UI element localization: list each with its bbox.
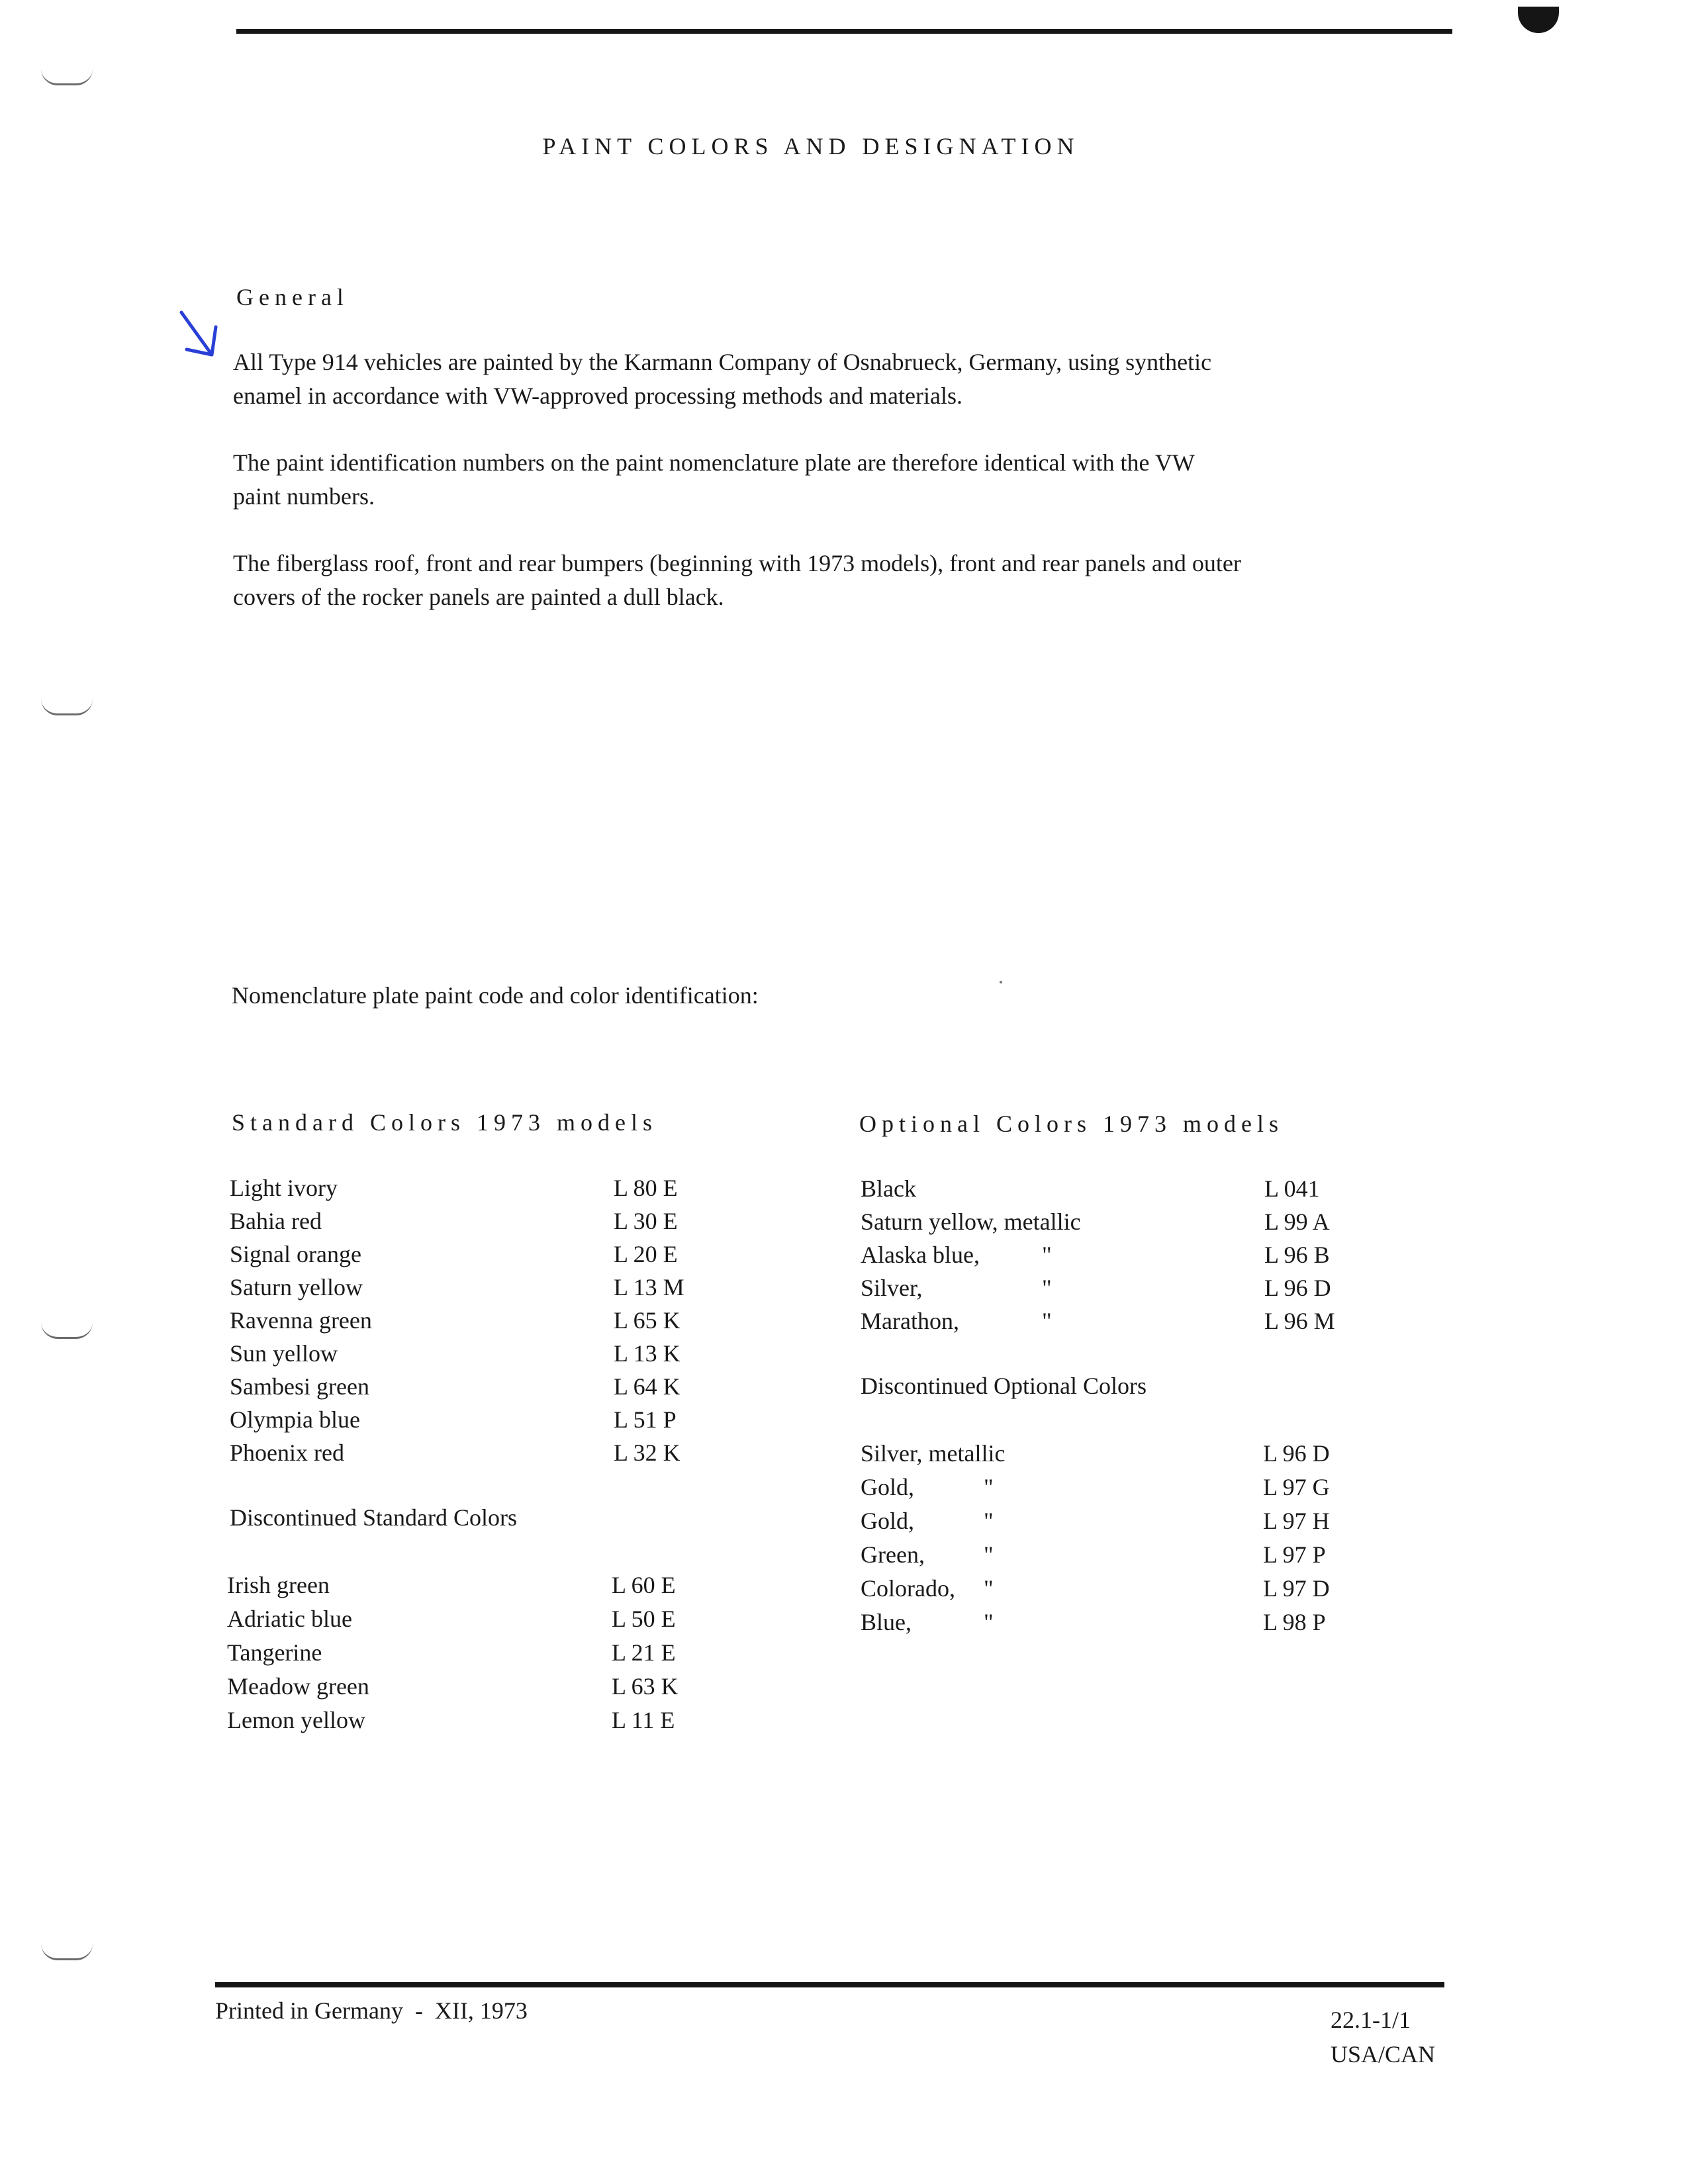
- color-name: Blue,: [861, 1609, 912, 1635]
- text-line: enamel in accordance with VW-approved processing methods and materials.: [233, 383, 962, 409]
- paragraph-paint-numbers: [233, 446, 1444, 514]
- color-name: Irish green: [227, 1572, 330, 1598]
- paint-code: L 11 E: [612, 1707, 675, 1733]
- paint-code: L 99 A: [1264, 1208, 1330, 1235]
- printed-note: Printed in Germany - XII, 1973: [215, 1997, 528, 2024]
- text-line: paint numbers.: [233, 483, 375, 510]
- color-name: Black: [861, 1175, 916, 1202]
- color-name: Saturn yellow: [230, 1274, 363, 1300]
- ditto-mark: ": [1042, 1308, 1052, 1334]
- color-name: Light ivory: [230, 1175, 338, 1201]
- color-name: Tangerine: [227, 1639, 322, 1666]
- paint-code: L 32 K: [614, 1439, 680, 1466]
- binder-mark: [41, 699, 93, 715]
- paint-code: L 65 K: [614, 1307, 680, 1334]
- color-name: Green,: [861, 1541, 925, 1568]
- color-name: Signal orange: [230, 1241, 361, 1267]
- color-name: Adriatic blue: [227, 1606, 352, 1632]
- paint-code: L 96 B: [1264, 1242, 1330, 1268]
- color-name: Silver,: [861, 1275, 923, 1301]
- optional-colors-heading: Optional Colors 1973 models: [859, 1111, 1284, 1137]
- color-name: Marathon,: [861, 1308, 959, 1334]
- paint-code: L 60 E: [612, 1572, 676, 1598]
- paint-code: L 80 E: [614, 1175, 678, 1201]
- color-name: Lemon yellow: [227, 1707, 365, 1733]
- paint-code: L 96 M: [1264, 1308, 1335, 1334]
- ditto-mark: ": [984, 1575, 994, 1602]
- color-name: Gold,: [861, 1508, 914, 1534]
- paragraph-dull-black: [233, 547, 1444, 614]
- paint-code: L 13 K: [614, 1340, 680, 1367]
- paint-code: L 96 D: [1263, 1440, 1330, 1467]
- paint-code: L 13 M: [614, 1274, 684, 1300]
- paint-code: L 97 G: [1263, 1474, 1330, 1500]
- page-title: PAINT COLORS AND DESIGNATION: [542, 133, 1080, 159]
- paint-code: L 96 D: [1264, 1275, 1331, 1301]
- paint-code: L 20 E: [614, 1241, 678, 1267]
- text-line: The fiberglass roof, front and rear bumpers (beginning with 1973 models), front and rear panels and outer: [233, 550, 1241, 576]
- paint-code: L 50 E: [612, 1606, 676, 1632]
- ditto-mark: ": [1042, 1275, 1052, 1301]
- discontinued-standard-heading: Discontinued Standard Colors: [230, 1504, 517, 1531]
- ditto-mark: ": [984, 1474, 994, 1500]
- paint-code: L 30 E: [614, 1208, 678, 1234]
- ditto-mark: ": [1042, 1242, 1052, 1268]
- color-name: Ravenna green: [230, 1307, 372, 1334]
- nomenclature-intro: Nomenclature plate paint code and color identification:: [232, 982, 759, 1009]
- color-name: Silver, metallic: [861, 1440, 1006, 1467]
- color-name: Gold,: [861, 1474, 914, 1500]
- color-name: Sambesi green: [230, 1373, 369, 1400]
- color-name: Alaska blue,: [861, 1242, 980, 1268]
- annotation-arrow-icon: [177, 308, 225, 368]
- paint-code: L 041: [1264, 1175, 1320, 1202]
- top-rule: [236, 29, 1452, 34]
- paint-code: L 98 P: [1263, 1609, 1326, 1635]
- paint-code: L 51 P: [614, 1406, 677, 1433]
- color-name: Bahia red: [230, 1208, 322, 1234]
- color-name: Meadow green: [227, 1673, 369, 1700]
- color-name: Saturn yellow, metallic: [861, 1208, 1081, 1235]
- paint-code: L 63 K: [612, 1673, 679, 1700]
- ditto-mark: ": [984, 1609, 994, 1635]
- binder-mark: [41, 1944, 93, 1960]
- paint-code: L 97 H: [1263, 1508, 1330, 1534]
- market-label: USA/CAN: [1331, 2041, 1436, 2068]
- text-line: All Type 914 vehicles are painted by the Karmann Company of Osnabrueck, Germany, using synthetic: [233, 349, 1212, 375]
- color-name: Sun yellow: [230, 1340, 338, 1367]
- paint-code: L 97 P: [1263, 1541, 1326, 1568]
- binder-hole-mark: [1518, 7, 1559, 33]
- standard-colors-heading: Standard Colors 1973 models: [232, 1109, 657, 1136]
- discontinued-optional-heading: Discontinued Optional Colors: [861, 1373, 1147, 1399]
- paragraph-painter: [233, 345, 1444, 413]
- general-heading: General: [236, 284, 349, 310]
- page-number: 22.1-1/1: [1331, 2007, 1411, 2033]
- scan-speck: [1000, 981, 1002, 983]
- ditto-mark: ": [984, 1508, 994, 1534]
- paint-code: L 97 D: [1263, 1575, 1330, 1602]
- page-reference: [1331, 2003, 1435, 2071]
- bottom-rule: [215, 1982, 1444, 1987]
- binder-mark: [41, 69, 93, 85]
- ditto-mark: ": [984, 1541, 994, 1568]
- text-line: covers of the rocker panels are painted a dull black.: [233, 584, 724, 610]
- binder-mark: [41, 1322, 93, 1339]
- paint-code: L 21 E: [612, 1639, 676, 1666]
- color-name: Phoenix red: [230, 1439, 344, 1466]
- color-name: Colorado,: [861, 1575, 955, 1602]
- text-line: The paint identification numbers on the paint nomenclature plate are therefore identical with the VW: [233, 449, 1195, 476]
- paint-code: L 64 K: [614, 1373, 680, 1400]
- color-name: Olympia blue: [230, 1406, 360, 1433]
